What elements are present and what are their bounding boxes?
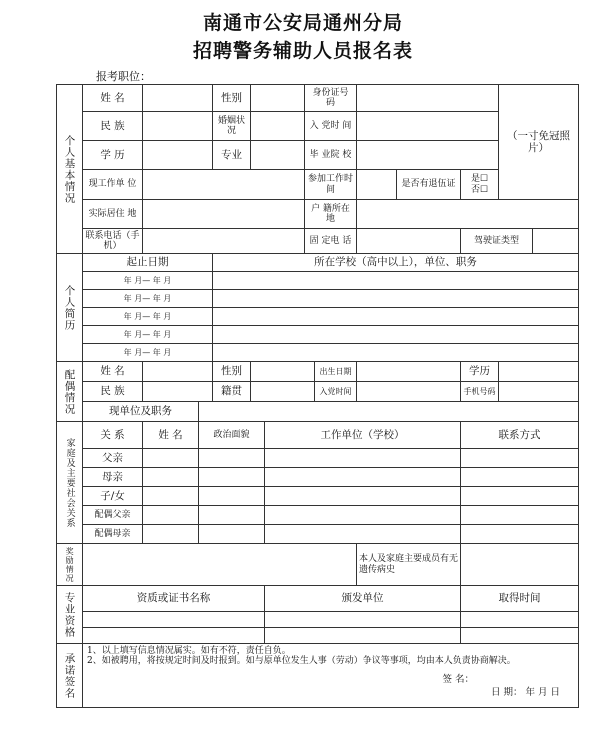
family-col-work: 工作单位（学校）: [265, 422, 461, 449]
input-license[interactable]: [533, 229, 579, 254]
resume-date-5[interactable]: 年 月— 年 月: [83, 344, 213, 362]
title-line-1: 南通市公安局通州分局: [202, 12, 403, 34]
qual-col-issuer: 颁发单位: [265, 586, 461, 612]
qual-name-1[interactable]: [83, 612, 265, 628]
section-qualification: 专业资格: [57, 586, 83, 644]
family-work-1[interactable]: [265, 449, 461, 468]
section-promise: 承诺签名: [57, 644, 83, 708]
input-work-start[interactable]: [357, 170, 397, 200]
retired-checkboxes[interactable]: [461, 170, 499, 200]
family-col-political: 政治面貌: [199, 422, 265, 449]
yes-checkbox[interactable]: 是☐: [470, 174, 489, 185]
family-name-3[interactable]: [143, 487, 199, 506]
spouse-label-mobile: 手机号码: [461, 382, 499, 402]
family-work-5[interactable]: [265, 525, 461, 544]
input-address[interactable]: [143, 200, 305, 229]
section-resume: 个人简历: [57, 254, 83, 362]
spouse-input-party[interactable]: [357, 382, 461, 402]
signature-field[interactable]: 签 名：: [442, 673, 475, 685]
family-contact-4[interactable]: [461, 506, 579, 525]
promise-text: [83, 644, 579, 708]
family-col-name: 姓 名: [143, 422, 199, 449]
input-phone[interactable]: [143, 229, 305, 254]
spouse-input-ethnicity[interactable]: [143, 382, 213, 402]
input-gender[interactable]: [251, 85, 305, 112]
family-contact-3[interactable]: [461, 487, 579, 506]
family-work-2[interactable]: [265, 468, 461, 487]
spouse-label-birth: 出生日期: [315, 362, 357, 382]
family-work-3[interactable]: [265, 487, 461, 506]
spouse-label-native: 籍贯: [213, 382, 251, 402]
spouse-input-name[interactable]: [143, 362, 213, 382]
family-contact-5[interactable]: [461, 525, 579, 544]
label-retired: 是否有退伍证: [397, 170, 461, 200]
family-contact-2[interactable]: [461, 468, 579, 487]
label-name: 姓 名: [83, 85, 143, 112]
label-school: 毕 业院 校: [305, 141, 357, 170]
label-phone: 联系电话（手 机）: [83, 229, 143, 254]
resume-date-4[interactable]: 年 月— 年 月: [83, 326, 213, 344]
input-hukou[interactable]: [357, 200, 579, 229]
family-political-4[interactable]: [199, 506, 265, 525]
award-input[interactable]: [83, 544, 357, 586]
family-political-2[interactable]: [199, 468, 265, 487]
resume-detail-2[interactable]: [213, 290, 579, 308]
input-name[interactable]: [143, 85, 213, 112]
input-education[interactable]: [143, 141, 213, 170]
family-work-4[interactable]: [265, 506, 461, 525]
qual-col-time: 取得时间: [461, 586, 579, 612]
family-name-4[interactable]: [143, 506, 199, 525]
input-school[interactable]: [357, 141, 499, 170]
photo-box[interactable]: （一寸免冠照片）: [499, 85, 579, 200]
spouse-input-native[interactable]: [251, 382, 315, 402]
no-checkbox[interactable]: 否☐: [470, 184, 489, 195]
label-address: 实际居住 地: [83, 200, 143, 229]
resume-detail-5[interactable]: [213, 344, 579, 362]
label-marital: 婚姻状况: [213, 112, 251, 141]
spouse-label-education: 学历: [461, 362, 499, 382]
spouse-label-party: 入党时间: [315, 382, 357, 402]
family-name-1[interactable]: [143, 449, 199, 468]
spouse-input-education[interactable]: [499, 362, 579, 382]
input-marital[interactable]: [251, 112, 305, 141]
spouse-label-gender: 性别: [213, 362, 251, 382]
spouse-label-ethnicity: 民 族: [83, 382, 143, 402]
section-spouse: 配偶情况: [57, 362, 83, 422]
resume-detail-4[interactable]: [213, 326, 579, 344]
registration-table: [56, 84, 579, 708]
title-line-2: 招聘警务辅助人员报名表: [192, 40, 413, 62]
family-name-5[interactable]: [143, 525, 199, 544]
qual-time-2[interactable]: [461, 628, 579, 644]
family-relation-2: 母亲: [83, 468, 143, 487]
hereditary-input[interactable]: [461, 544, 579, 586]
label-hukou: 户 籍所在地: [305, 200, 357, 229]
promise-line-1: 1、以上填写信息情况属实。如有不符，责任自负。: [87, 646, 291, 656]
spouse-input-gender[interactable]: [251, 362, 315, 382]
spouse-input-work[interactable]: [199, 402, 579, 422]
input-work-unit[interactable]: [143, 170, 305, 200]
family-contact-1[interactable]: [461, 449, 579, 468]
family-relation-4: 配偶父亲: [83, 506, 143, 525]
spouse-input-birth[interactable]: [357, 362, 461, 382]
section-award: 奖励情况: [57, 544, 83, 586]
family-relation-1: 父亲: [83, 449, 143, 468]
label-major: 专业: [213, 141, 251, 170]
hereditary-label: 本人及家庭主要成员有无遗传病史: [357, 544, 461, 586]
spouse-input-mobile[interactable]: [499, 382, 579, 402]
label-gender: 性别: [213, 85, 251, 112]
qual-issuer-2[interactable]: [265, 628, 461, 644]
spouse-label-name: 姓 名: [83, 362, 143, 382]
spouse-label-work: 现单位及职务: [83, 402, 199, 422]
label-fixed-phone: 固 定电 话: [305, 229, 357, 254]
position-label: 报考职位：: [96, 70, 151, 83]
label-work-start: 参加工作时间: [305, 170, 357, 200]
qual-col-name: 资质或证书名称: [83, 586, 265, 612]
section-family: 家庭及主要社会关系: [57, 422, 83, 544]
label-id-card: 身份证号 码: [305, 85, 357, 112]
qual-time-1[interactable]: [461, 612, 579, 628]
resume-col-school: 所在学校（高中以上），单位、职务: [213, 254, 579, 272]
qual-issuer-1[interactable]: [265, 612, 461, 628]
family-col-relation: 关 系: [83, 422, 143, 449]
label-ethnicity: 民 族: [83, 112, 143, 141]
resume-date-2[interactable]: 年 月— 年 月: [83, 290, 213, 308]
input-id-card[interactable]: [357, 85, 499, 112]
label-work-unit: 现工作单 位: [83, 170, 143, 200]
input-ethnicity[interactable]: [143, 112, 213, 141]
label-party-date: 入 党时 间: [305, 112, 357, 141]
family-relation-5: 配偶母亲: [83, 525, 143, 544]
section-personal: 个人基本情况: [57, 85, 83, 254]
label-license: 驾驶证类型: [461, 229, 533, 254]
qual-name-2[interactable]: [83, 628, 265, 644]
label-education: 学 历: [83, 141, 143, 170]
family-relation-3: 子/女: [83, 487, 143, 506]
family-col-contact: 联系方式: [461, 422, 579, 449]
family-political-5[interactable]: [199, 525, 265, 544]
resume-detail-3[interactable]: [213, 308, 579, 326]
input-fixed-phone[interactable]: [357, 229, 461, 254]
promise-line-2: 2、如被聘用，将按规定时间及时报到。如与原单位发生人事（劳动）争议等事项，均由本人负责协商解决。: [87, 656, 516, 667]
family-political-1[interactable]: [199, 449, 265, 468]
resume-date-1[interactable]: 年 月— 年 月: [83, 272, 213, 290]
resume-date-3[interactable]: 年 月— 年 月: [83, 308, 213, 326]
family-name-2[interactable]: [143, 468, 199, 487]
input-major[interactable]: [251, 141, 305, 170]
family-political-3[interactable]: [199, 487, 265, 506]
input-party-date[interactable]: [357, 112, 499, 141]
resume-col-date: 起止日期: [83, 254, 213, 272]
date-field[interactable]: 日 期： 年 月 日: [490, 686, 561, 698]
resume-detail-1[interactable]: [213, 272, 579, 290]
